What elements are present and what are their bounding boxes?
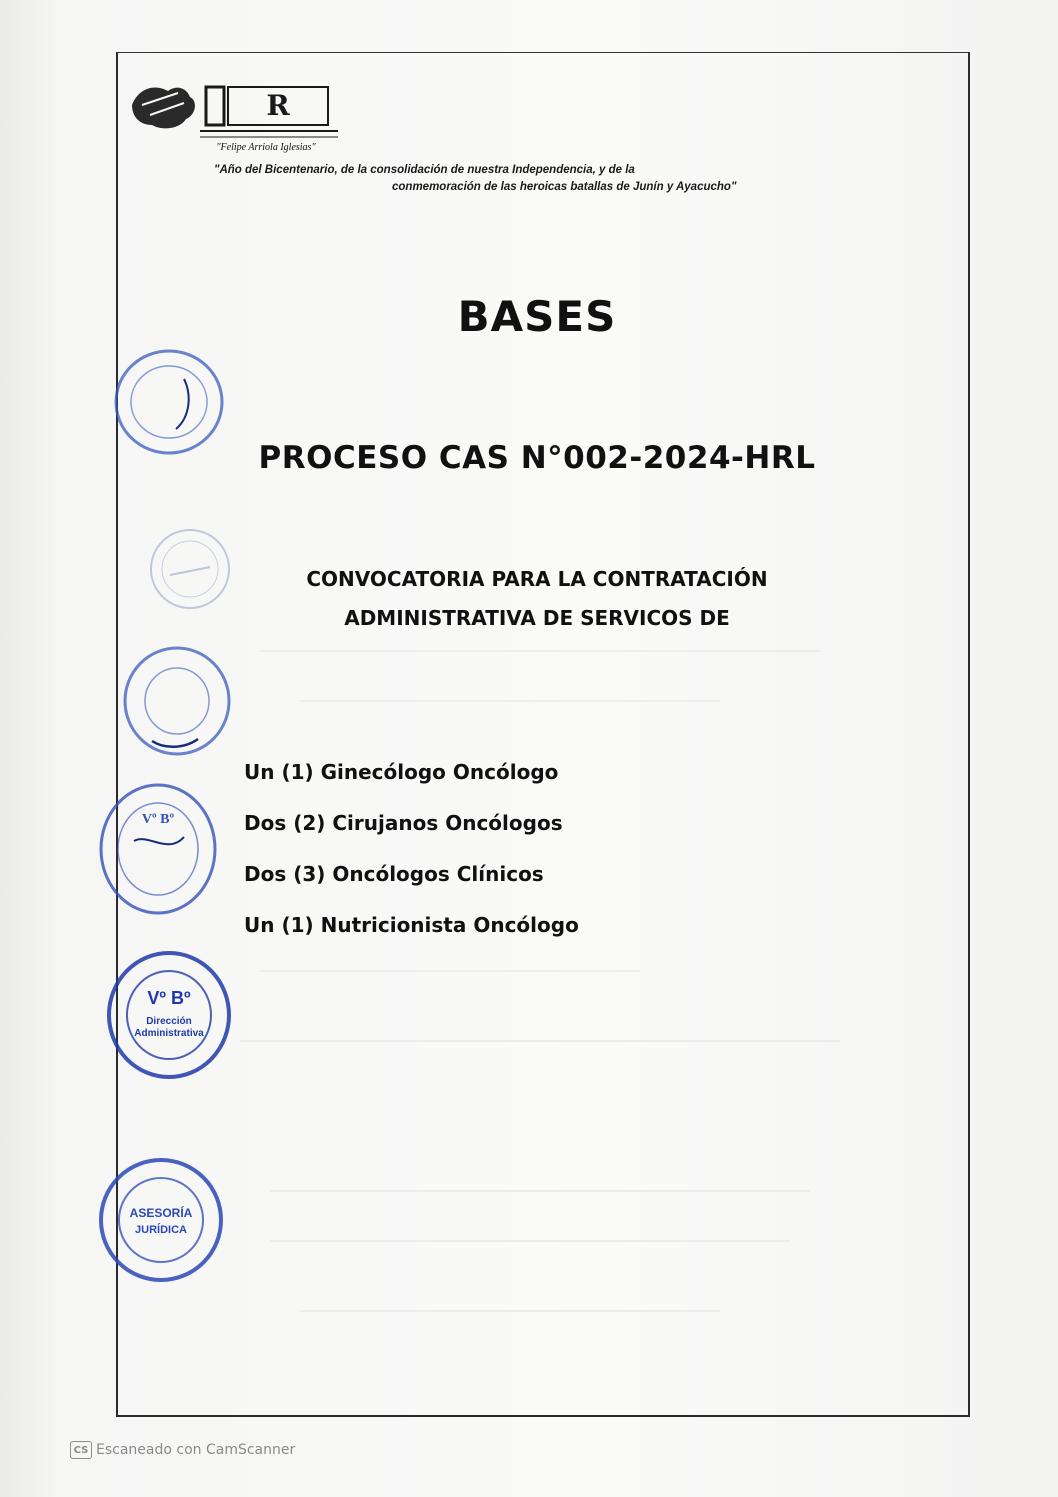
- stamp-sub-direccion: [112, 347, 227, 462]
- stamp-asesoria-juridica: [96, 1155, 226, 1290]
- camscanner-footer: [70, 1441, 295, 1459]
- svg-text:Dirección: Dirección: [146, 1016, 192, 1027]
- process-number: PROCESO CAS N°002-2024-HRL: [258, 440, 816, 476]
- year-slogan-line-2: conmemoración de las heroicas batallas de Junín y Ayacucho": [392, 181, 737, 193]
- hospital-logo: [128, 75, 343, 150]
- year-slogan-line-1: "Año del Bicentenario, de la consolidación de nuestra Independencia, y de la: [214, 164, 635, 176]
- position-item: Dos (3) Oncólogos Clínicos: [244, 862, 544, 886]
- document-border: [116, 52, 970, 1417]
- camscanner-icon: CS: [70, 1441, 92, 1459]
- svg-text:ASESORÍA: ASESORÍA: [129, 1206, 193, 1220]
- svg-text:Administrativa: Administrativa: [134, 1028, 204, 1039]
- svg-text:Vº Bº: Vº Bº: [147, 988, 191, 1008]
- position-item: Un (1) Nutricionista Oncólogo: [244, 913, 579, 937]
- position-item: Dos (2) Cirujanos Oncólogos: [244, 811, 563, 835]
- call-line-2: ADMINISTRATIVA DE SERVICOS DE: [344, 606, 730, 630]
- camscanner-text: Escaneado con CamScanner: [96, 1442, 296, 1458]
- stamp-pediatria: [148, 527, 233, 617]
- hospital-motto: "Felipe Arriola Iglesias": [216, 142, 316, 153]
- call-line-1: CONVOCATORIA PARA LA CONTRATACIÓN: [306, 567, 768, 591]
- position-item: Un (1) Ginecólogo Oncólogo: [244, 760, 559, 784]
- svg-text:JURÍDICA: JURÍDICA: [135, 1224, 187, 1236]
- svg-text:Vº Bº: Vº Bº: [141, 812, 175, 827]
- stamp-planeamiento: [96, 779, 221, 924]
- logo-letter-r: R: [266, 89, 290, 122]
- stamp-ginecologia: [122, 645, 232, 762]
- stamp-direccion-administrativa: [104, 948, 234, 1088]
- document-title: BASES: [457, 292, 617, 341]
- positions-list: [244, 760, 579, 964]
